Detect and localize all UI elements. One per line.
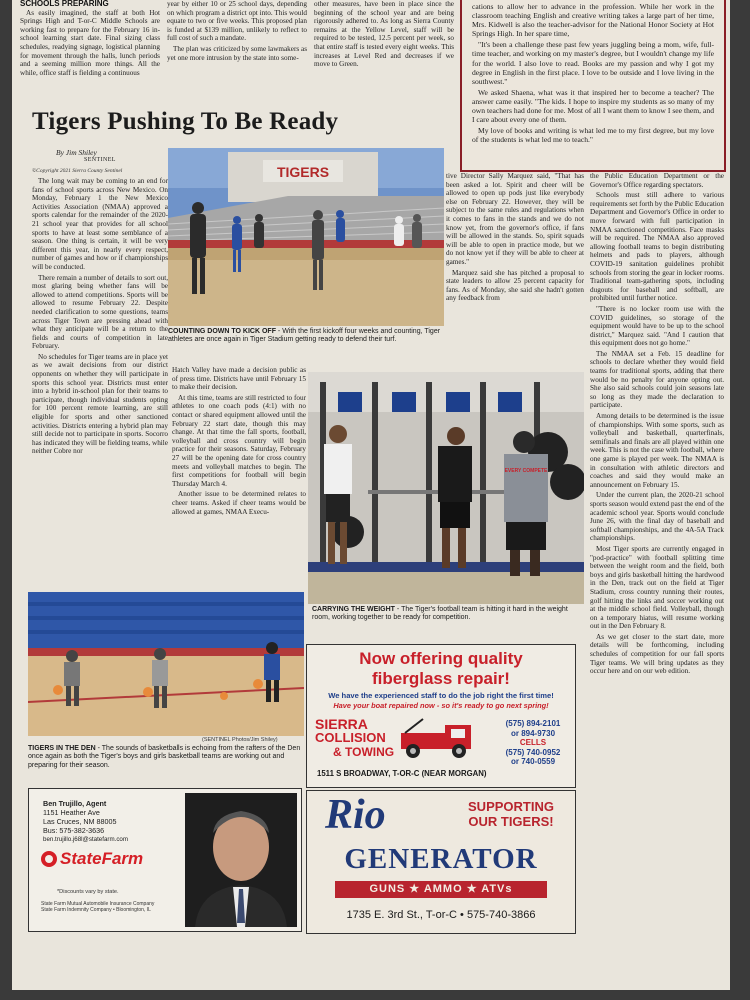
rio-contact: 1735 E. 3rd St., T-or-C • 575-740-3866 bbox=[346, 909, 536, 921]
profile-line-3: We asked Shaena, what was it that inspired her to become a teacher? The answer came easily. "The kids. I hope to inspire my students as so many of my own teachers had done for me. Most of all I want them to know I see them, and I care about every one of them. bbox=[472, 87, 714, 125]
article-col2 bbox=[172, 366, 306, 584]
article-col2-p3: Another issue to be determined relates to cheer teams. Asked if cheer teams would be allowed at games, NMAA Execu- bbox=[172, 490, 306, 516]
weight-room-photo bbox=[308, 372, 584, 604]
newspaper-page bbox=[12, 0, 730, 990]
col2-top-text2: The plan was criticized by some lawmakers as yet one more intrusion by the state into some- bbox=[167, 44, 307, 62]
article-col2-p2: At this time, teams are still restricted to four athletes to one coach pods (4:1) with no contact or shared equipment allowed until the February 22 start date, though this may change. At that time the fall sports, football, volleyball and cross country will begin practice for their seasons. Saturday, February 27 will be the opening date for cross country meets and volleyball matches to begin. The first competitions for football will begin Thursday March 4. bbox=[172, 393, 306, 488]
brand-sierra: SIERRA bbox=[315, 716, 368, 732]
state-farm-ad bbox=[28, 788, 302, 932]
article-col3-p2: Marquez said she has pitched a proposal to state leaders to allow 25 percent capacity for fans. As of Monday, she said she hadn't gotten any feedback from bbox=[446, 268, 584, 303]
photo-credit: (SENTINEL Photos/Jim Shiley) bbox=[202, 737, 278, 743]
sierra-address: 1511 S BROADWAY, T-OR-C (NEAR MORGAN) bbox=[317, 769, 487, 778]
copyright-line: ©Copyright 2021 Sierra County Sentinel bbox=[32, 168, 123, 174]
phone-2: or 894-9730 bbox=[510, 728, 556, 738]
phone-3: (575) 740-0952 bbox=[505, 747, 561, 757]
schools-preparing-heading: SCHOOLS PREPARING bbox=[20, 0, 109, 8]
article-col4-p4: The NMAA set a Feb. 15 deadline for schools to declare whether they would field teams for traditional sports, adding that there would be no penalty for anyone opting out. She also said schools could join seasons late so long as they made the declaration to participate. bbox=[590, 349, 724, 410]
teacher-profile-box bbox=[460, 0, 726, 172]
sf-fine-2: State Farm Indemnity Company • Bloomington, IL bbox=[41, 907, 151, 914]
den-photo bbox=[28, 592, 304, 736]
sf-phone: Bus: 575-382-3636 bbox=[43, 826, 105, 835]
rio-generator-ad bbox=[306, 790, 576, 934]
article-col1 bbox=[32, 177, 168, 583]
kickoff-caption-title: COUNTING DOWN TO KICK OFF bbox=[168, 328, 276, 335]
rio-supporting-2: OUR TIGERS! bbox=[468, 814, 554, 829]
article-col1-p2: There remain a number of details to sort out, most glaring being whether fans will be allowed to attend competitions. Sports will be allowed to resume February 22. Despite needed clarification to some questions, teams across Tiger Town are pressing ahead with what they anticipate will be a return to the fields and courts of competition in late February. bbox=[32, 273, 168, 351]
sierra-collision-ad bbox=[306, 644, 576, 788]
ad-sub-1: We have the experienced staff to do the job right the first time! bbox=[328, 691, 554, 700]
rio-supporting-1: SUPPORTING bbox=[468, 799, 554, 814]
byline-org: SENTINEL bbox=[84, 157, 116, 163]
sf-logo bbox=[41, 849, 143, 869]
ad-headline-2: fiberglass repair! bbox=[372, 669, 510, 688]
rio-tagline: GUNS ★ AMMO ★ ATVs bbox=[335, 881, 547, 898]
profile-line-4: My love of books and writing is what led me to my first degree, but my love of the students is what led me to teach." bbox=[472, 126, 714, 145]
kickoff-caption-text: - With the first kickoff four weeks and counting, Tiger athletes are once again in Tiger Stadium getting ready to defend their turf. bbox=[168, 328, 441, 344]
rio-logo-1: Rio bbox=[325, 792, 386, 838]
kickoff-caption bbox=[168, 328, 444, 345]
weight-caption-title: CARRYING THE WEIGHT bbox=[312, 606, 395, 613]
sf-city: Las Cruces, NM 88005 bbox=[43, 817, 117, 826]
profile-line-1: cations to allow her to advance in the profession. While her work in the classroom teaching English and creative writing takes a large part of her time, Mrs. Kidwell is also the teacher-advisor for the National Honor Society at Hot Springs High. In her spare time, bbox=[472, 2, 714, 39]
sierra-brand bbox=[315, 717, 405, 759]
agent-portrait bbox=[185, 793, 297, 927]
article-headline: Tigers Pushing To Be Ready bbox=[32, 108, 339, 135]
col3-top bbox=[314, 0, 454, 104]
article-col4-p6: Under the current plan, the 2020-21 school sports season would extend past the end of the academic school year. Sports would conclude June 26, with the final day of baseball and softball championships, and the 4A-5A Track championships. bbox=[590, 491, 724, 543]
profile-line-2: "It's been a challenge these past few years juggling being a mom, wife, full-time teacher, and working on my master's degree, but I wouldn't change my life for the world. I also love to read. Books are my passion and why I got my degree in English in the first place. I love to be outside and I love living in the southwest." bbox=[472, 40, 714, 86]
article-col4-p1: the Public Education Department or the Governor's Office regarding spectators. bbox=[590, 172, 724, 189]
scoreboard-text: TIGERS bbox=[276, 164, 330, 180]
phone-4: or 740-0559 bbox=[510, 757, 556, 766]
article-col4-p5: Among details to be determined is the issue of championships. With some sports, such as volleyball and basketball, quarterfinals, semifinals and finals are all played within one week. This is not the case with football, where one game is played per week. The NMAA is in consultation with athletic directors and coaches and said they would make an announcement on February 15. bbox=[590, 412, 724, 489]
cells-label: CELLS bbox=[519, 738, 547, 747]
article-col3 bbox=[446, 172, 584, 368]
sf-contact bbox=[43, 799, 183, 844]
brand-collision: COLLISION bbox=[315, 730, 386, 745]
sf-agent: Ben Trujillo, Agent bbox=[43, 799, 107, 808]
weight-room-image bbox=[308, 372, 584, 604]
sf-street: 1151 Heather Ave bbox=[43, 808, 100, 817]
byline-author: By Jim Shiley bbox=[56, 148, 97, 157]
phone-1: (575) 894-2101 bbox=[505, 719, 561, 728]
col1-top-text: As easily imagined, the staff at both Hot Springs High and T-or-C Middle Schools are working fast to prepare for the February 16 in-school learning start date. Final sizing class schedules, readying signage, logistical planning for movement through the halls, lunch periods and a seeming million more things. All the while, office staff is fielding a continuous bbox=[20, 8, 160, 77]
weight-caption-text: - The Tiger's football team is hitting it hard in the weight room, working together to be ready for competition. bbox=[312, 606, 568, 622]
state-farm-ovals-icon bbox=[41, 851, 57, 867]
ad-headline-1: Now offering quality bbox=[359, 649, 523, 668]
tow-truck-icon bbox=[399, 717, 479, 761]
article-col1-p3: No schedules for Tiger teams are in place yet as we await decisions from our district opponents on whether they will participate in sports this school year. Districts must enter into a hybrid in-school plan for their teams to participate, though individual students opting for 100 percent remote learning, are still eligible for sports and other sanctioned activities. Districts entering a hybrid plan may still decide not to participate in sports. Socorro has indicated they will be fielding teams, while neither Cobre nor bbox=[32, 352, 168, 456]
sierra-phones bbox=[495, 719, 571, 767]
teacher-profile-text bbox=[472, 2, 714, 164]
sf-fine-1: State Farm Mutual Automobile Insurance Company bbox=[41, 901, 155, 907]
sf-email: ben.trujillo.j68l@statefarm.com bbox=[43, 836, 129, 843]
brand-towing: & TOWING bbox=[333, 745, 395, 759]
den-caption-text: - The sounds of basketballs is echoing from the rafters of the Den once again as both the Tiger's boys and girls basketball teams are working out and preparing for their season. bbox=[28, 745, 301, 769]
rio-supporting bbox=[451, 799, 571, 829]
article-col2-p1: Hatch Valley have made a decision public as of press time. Districts have until February 15 to make their decision. bbox=[172, 366, 306, 392]
col2-top bbox=[167, 0, 307, 104]
den-caption bbox=[28, 745, 304, 770]
kickoff-photo-image bbox=[168, 148, 444, 326]
sf-brand: StateFarm bbox=[60, 849, 144, 868]
article-col4 bbox=[590, 172, 724, 932]
article-col1-p1: The long wait may be coming to an end for fans of school sports across New Mexico. On Monday, February 1 the New Mexico Activities Association (NMAA) approved a sports calendar for the remainder of the 2020-21 school year that provides for all school sports to have at least some semblance of a season. One thing is certain, it will be very different this year, in nearly every respect, number of games and how or if championships will be conducted. bbox=[32, 177, 168, 271]
byline bbox=[56, 148, 116, 163]
article-col4-p2: Schools must still adhere to various requirements set forth by the Public Education Department and Governor's Office in order to move forward with full participation in NMAA sanctioned competitions. Face masks will be required. The NMAA also approved allowing football teams to begin distributing helmets and pads to players, although COVID-19 sanitation guidelines prohibit schools from storing the gear in locker rooms. Traditional team-gathering spots, including dugouts for baseball and softball, are prohibited until further notice. bbox=[590, 191, 724, 303]
article-col4-p3: "There is no locker room use with the COVID guidelines, so storage of the equipment would have to be up to the school district," Marquez said. "And I caution that this equipment does not go home." bbox=[590, 304, 724, 348]
shirt-text: EVERY COMPETE bbox=[504, 468, 548, 474]
ad-sub-2: Have your boat repaired now - so it's ready to go next spring! bbox=[333, 701, 549, 710]
rio-logo-2: GENERATOR bbox=[344, 843, 538, 875]
sf-disclaimer: *Discounts vary by state. bbox=[57, 889, 119, 895]
article-col4-p7: Most Tiger sports are currently engaged in "pod-practice" with football splitting time between the weight room and the field, both boys and girls basketball hitting the hardwood in the Den, track out on the field at Tiger Stadium, cross country running their routes, golf hitting the links and soccer working out at the middle school field. Volleyball, though on a temporary hiatus, will resume working out in the Den February 8. bbox=[590, 544, 724, 631]
den-image bbox=[28, 592, 304, 736]
article-col4-p8: As we get closer to the start date, more details will be forthcoming, including schedules of competition for our fall sports Tiger teams. We will bring updates as they occur here and on our web edition. bbox=[590, 632, 724, 676]
sf-fine bbox=[41, 901, 154, 914]
article-col3-p1: tive Director Sally Marquez said, "That has been asked a lot. Spirit and cheer will be allowed to open up pods just like everybody else on February 22. However, they will be subject to the same rules and regulations when it comes to fans in the stands and we do not know yet, from the governor's office, if fans will be allowed in the stands. So, spirit squads will be able to open in practice mode, but we do not know yet if they will be able to cheer at games." bbox=[446, 172, 584, 266]
kickoff-photo bbox=[168, 148, 444, 326]
den-caption-title: TIGERS IN THE DEN bbox=[28, 745, 96, 752]
col1-top bbox=[20, 0, 160, 104]
col2-top-text: year by either 10 or 25 school days, depending on which program a district opt into. This would equate to two or five weeks. This proposed plan is funded at $139 million, unlikely to reflect to full cost of such a mandate. bbox=[167, 0, 307, 43]
weight-caption bbox=[312, 606, 584, 623]
col3-top-text: other measures, have been in place since the beginning of the school year and are being rigorously adhered to. As long as Sierra County remains at the Yellow Level, staff will be required to be tested, 12.5 percent per week, so that entire staff is tested every eight weeks. This increases at Level Red and decreases if we move to Green. bbox=[314, 0, 454, 69]
